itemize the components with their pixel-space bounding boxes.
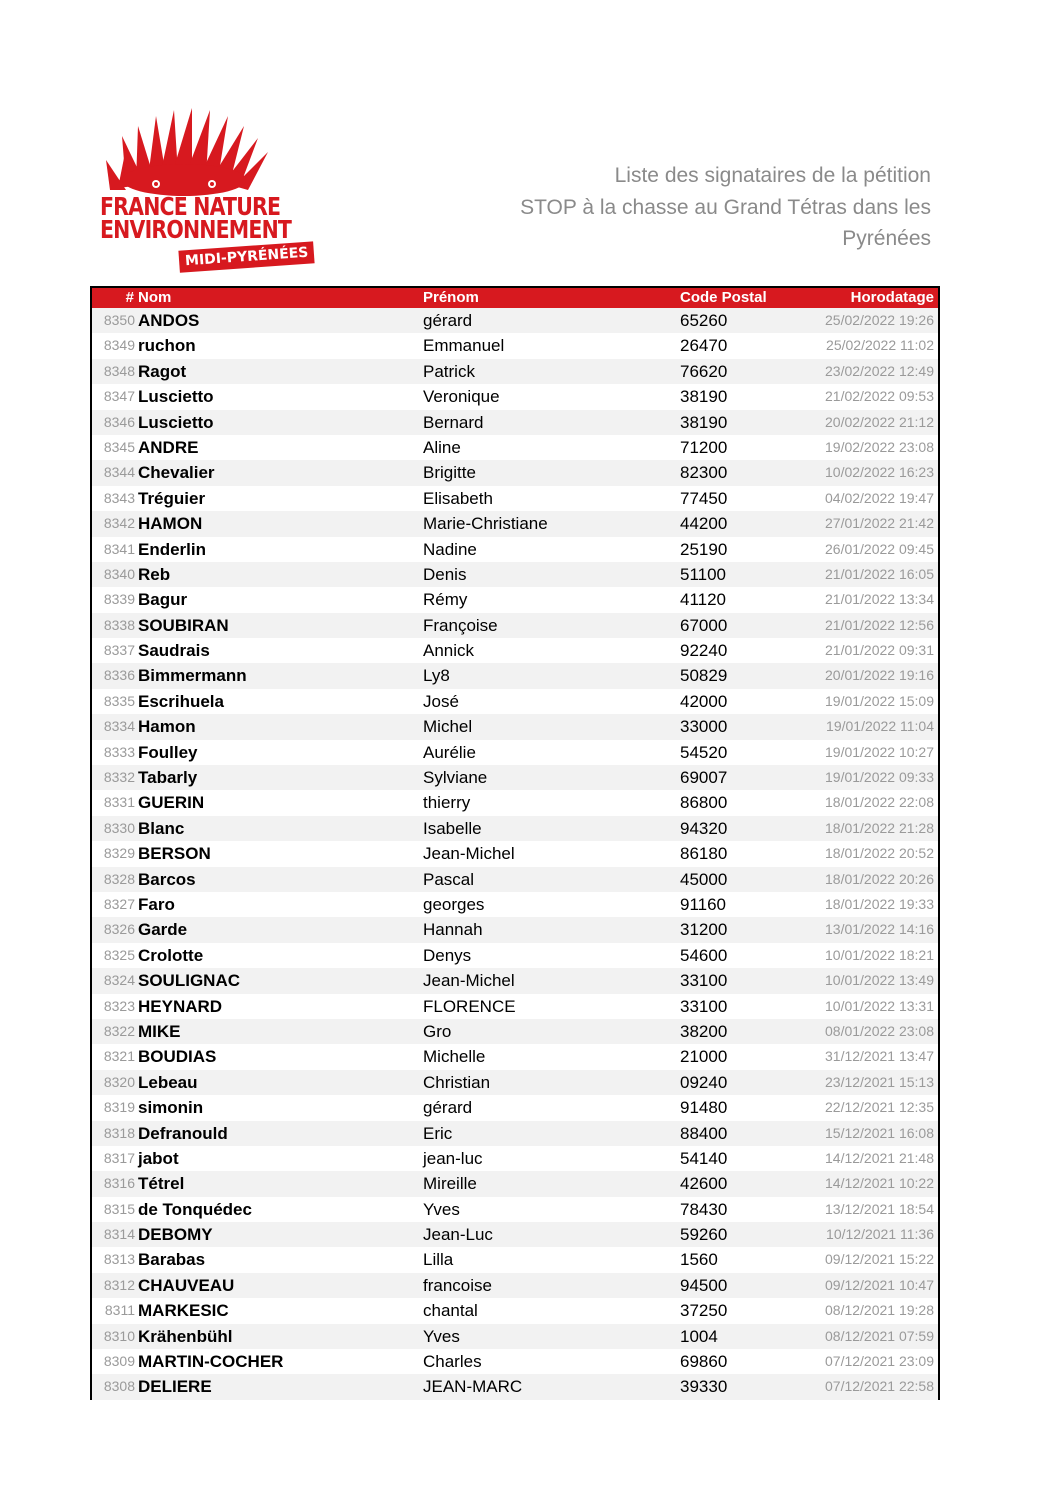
- row-horodatage: 08/12/2021 07:59: [825, 1327, 934, 1344]
- row-code-postal: 77450: [680, 488, 728, 508]
- row-nom: BERSON: [138, 844, 211, 864]
- table-row: [92, 1222, 938, 1247]
- header-horodatage: Horodatage: [850, 289, 934, 306]
- table-row: [92, 486, 938, 511]
- row-horodatage: 07/12/2021 22:58: [825, 1378, 934, 1395]
- row-prenom: Michel: [423, 717, 473, 737]
- logo-text-line1: FRANCE NATURE: [100, 192, 281, 221]
- row-horodatage: 13/01/2022 14:16: [825, 921, 934, 938]
- row-number: 8348: [103, 362, 135, 379]
- table-row: [92, 587, 938, 612]
- row-number: 8341: [103, 540, 135, 557]
- row-prenom: Elisabeth: [423, 488, 493, 508]
- table-row: [92, 816, 938, 841]
- logo-badge: MIDI-PYRÉNÉES: [178, 241, 315, 272]
- table-row: [92, 308, 938, 333]
- row-nom: DELIERE: [138, 1377, 212, 1397]
- row-horodatage: 10/01/2022 13:31: [825, 997, 934, 1014]
- row-prenom: thierry: [423, 793, 471, 813]
- row-nom: Garde: [138, 920, 188, 940]
- row-horodatage: 23/02/2022 12:49: [825, 362, 934, 379]
- row-horodatage: 14/12/2021 21:48: [825, 1149, 934, 1166]
- row-nom: Barabas: [138, 1250, 206, 1270]
- row-number: 8329: [103, 845, 135, 862]
- row-nom: Faro: [138, 894, 175, 914]
- row-number: 8321: [103, 1048, 135, 1065]
- row-nom: HAMON: [138, 514, 203, 534]
- row-number: 8328: [103, 870, 135, 887]
- table-row: [92, 714, 938, 739]
- row-prenom: gérard: [423, 1098, 473, 1118]
- row-horodatage: 19/01/2022 11:04: [826, 718, 934, 735]
- row-prenom: Eric: [423, 1123, 453, 1143]
- table-row: [92, 892, 938, 917]
- row-prenom: Ly8: [423, 666, 450, 686]
- row-nom: ANDOS: [138, 311, 200, 330]
- row-number: 8320: [103, 1073, 135, 1090]
- row-prenom: Mireille: [423, 1174, 477, 1194]
- row-code-postal: 54600: [680, 945, 728, 965]
- row-horodatage: 18/01/2022 20:26: [825, 870, 934, 887]
- row-prenom: francoise: [423, 1275, 492, 1295]
- row-prenom: Emmanuel: [423, 336, 505, 356]
- row-code-postal: 71200: [680, 437, 728, 457]
- table-row: [92, 638, 938, 663]
- row-horodatage: 21/01/2022 12:56: [825, 616, 934, 633]
- row-nom: Luscietto: [138, 412, 214, 432]
- row-prenom: gérard: [423, 311, 473, 330]
- row-horodatage: 26/01/2022 09:45: [825, 540, 934, 557]
- row-nom: de Tonquédec: [138, 1199, 252, 1219]
- row-nom: MARKESIC: [138, 1301, 229, 1321]
- row-number: 8316: [103, 1175, 135, 1192]
- row-horodatage: 07/12/2021 23:09: [825, 1353, 934, 1370]
- table-row: [92, 994, 938, 1019]
- row-horodatage: 10/01/2022 13:49: [825, 972, 934, 989]
- row-horodatage: 09/12/2021 10:47: [825, 1276, 934, 1293]
- row-prenom: Bernard: [423, 412, 484, 432]
- table-body: [92, 308, 938, 1400]
- table-row: [92, 917, 938, 942]
- row-horodatage: 10/01/2022 18:21: [825, 946, 934, 963]
- row-number: 8325: [103, 946, 135, 963]
- row-nom: Krähenbühl: [138, 1326, 233, 1346]
- row-code-postal: 41120: [680, 590, 727, 610]
- row-code-postal: 76620: [680, 361, 728, 381]
- table-row: [92, 968, 938, 993]
- row-horodatage: 31/12/2021 13:47: [825, 1048, 934, 1065]
- row-horodatage: 10/02/2022 16:23: [825, 464, 934, 481]
- table-row: [92, 765, 938, 790]
- header-code-postal: Code Postal: [680, 289, 767, 306]
- table-row: [92, 663, 938, 688]
- row-number: 8334: [103, 718, 135, 735]
- row-code-postal: 31200: [680, 920, 728, 940]
- row-prenom: Jean-Michel: [423, 844, 515, 864]
- row-nom: Luscietto: [138, 387, 214, 407]
- row-code-postal: 91160: [680, 894, 727, 914]
- row-code-postal: 39330: [680, 1377, 728, 1397]
- row-horodatage: 27/01/2022 21:42: [825, 515, 934, 532]
- row-code-postal: 86180: [680, 844, 728, 864]
- row-prenom: José: [423, 691, 459, 711]
- row-prenom: Aurélie: [423, 742, 476, 762]
- row-horodatage: 18/01/2022 20:52: [825, 845, 934, 862]
- row-number: 8335: [103, 692, 135, 709]
- row-prenom: Lilla: [423, 1250, 454, 1270]
- row-horodatage: 23/12/2021 15:13: [825, 1073, 934, 1090]
- row-prenom: Aline: [423, 437, 461, 457]
- row-horodatage: 19/01/2022 09:33: [825, 769, 934, 786]
- row-horodatage: 13/12/2021 18:54: [825, 1200, 934, 1217]
- row-horodatage: 25/02/2022 19:26: [825, 312, 934, 328]
- row-prenom: Patrick: [423, 361, 475, 381]
- header-nom: Nom: [138, 289, 172, 306]
- row-code-postal: 50829: [680, 666, 728, 686]
- row-prenom: Nadine: [423, 539, 477, 559]
- row-horodatage: 08/12/2021 19:28: [825, 1302, 934, 1319]
- row-nom: Bagur: [138, 590, 188, 610]
- table-row: [92, 1095, 938, 1120]
- table-row: [92, 740, 938, 765]
- row-number: 8309: [103, 1353, 135, 1370]
- row-code-postal: 38190: [680, 412, 728, 432]
- row-number: 8338: [103, 616, 135, 633]
- row-number: 8308: [103, 1378, 135, 1395]
- row-horodatage: 21/01/2022 09:31: [825, 642, 934, 659]
- table-row: [92, 1374, 938, 1399]
- row-horodatage: 15/12/2021 16:08: [825, 1124, 934, 1141]
- row-nom: simonin: [138, 1098, 204, 1118]
- row-number: 8342: [103, 515, 135, 532]
- row-nom: ANDRE: [138, 437, 199, 457]
- row-number: 8332: [103, 769, 135, 786]
- row-prenom: JEAN-MARC: [423, 1377, 523, 1397]
- row-code-postal: 42600: [680, 1174, 728, 1194]
- row-number: 8311: [104, 1302, 135, 1319]
- table-row: [92, 841, 938, 866]
- row-code-postal: 86800: [680, 793, 728, 813]
- row-prenom: Michelle: [423, 1047, 486, 1067]
- row-number: 8310: [103, 1327, 135, 1344]
- row-number: 8330: [103, 819, 135, 836]
- row-prenom: Denis: [423, 564, 467, 584]
- table-row: [92, 1171, 938, 1196]
- row-prenom: FLORENCE: [423, 996, 516, 1016]
- table-row: [92, 790, 938, 815]
- row-nom: Saudrais: [138, 641, 210, 661]
- row-nom: Hamon: [138, 717, 196, 737]
- row-number: 8339: [103, 591, 135, 608]
- row-code-postal: 65260: [680, 311, 728, 330]
- table-row: [92, 1247, 938, 1272]
- table-row: [92, 511, 938, 536]
- row-code-postal: 78430: [680, 1199, 728, 1219]
- row-prenom: Yves: [423, 1326, 460, 1346]
- row-number: 8333: [103, 743, 135, 760]
- table-row: [92, 689, 938, 714]
- row-number: 8349: [103, 337, 135, 354]
- row-number: 8327: [103, 895, 135, 912]
- row-horodatage: 14/12/2021 10:22: [825, 1175, 934, 1192]
- table-row: [92, 867, 938, 892]
- header-num: #: [125, 289, 134, 306]
- row-code-postal: 1004: [680, 1326, 718, 1346]
- row-nom: Foulley: [138, 742, 198, 762]
- table-row: [92, 1019, 938, 1044]
- row-code-postal: 09240: [680, 1072, 728, 1092]
- row-number: 8331: [103, 794, 135, 811]
- row-code-postal: 91480: [680, 1098, 728, 1118]
- title-line-1: Liste des signataires de la pétition: [614, 164, 931, 187]
- row-nom: Barcos: [138, 869, 196, 889]
- table-row: [92, 1044, 938, 1069]
- row-prenom: Denys: [423, 945, 472, 965]
- row-code-postal: 26470: [680, 336, 728, 356]
- row-horodatage: 04/02/2022 19:47: [825, 489, 934, 506]
- row-prenom: Sylviane: [423, 768, 488, 788]
- row-number: 8340: [103, 565, 135, 582]
- row-number: 8317: [103, 1149, 135, 1166]
- row-prenom: Hannah: [423, 920, 483, 940]
- row-nom: Defranould: [138, 1123, 228, 1143]
- row-horodatage: 21/02/2022 09:53: [825, 388, 934, 405]
- row-nom: jabot: [138, 1148, 179, 1168]
- row-nom: ruchon: [138, 336, 196, 356]
- row-number: 8319: [103, 1099, 135, 1116]
- table-row: [92, 460, 938, 485]
- row-code-postal: 94500: [680, 1275, 728, 1295]
- table-row: [92, 613, 938, 638]
- hedgehog-icon: [96, 108, 296, 198]
- row-prenom: jean-luc: [423, 1148, 483, 1168]
- row-number: 8347: [103, 388, 135, 405]
- row-number: 8336: [103, 667, 135, 684]
- row-horodatage: 10/12/2021 11:36: [826, 1226, 934, 1243]
- row-nom: Crolotte: [138, 945, 204, 965]
- table-row: [92, 1298, 938, 1323]
- table-row: [92, 384, 938, 409]
- row-code-postal: 37250: [680, 1301, 728, 1321]
- row-number: 8344: [103, 464, 135, 481]
- row-number: 8323: [103, 997, 135, 1014]
- row-code-postal: 54520: [680, 742, 728, 762]
- title-line-2: STOP à la chasse au Grand Tétras dans les: [520, 195, 931, 219]
- row-prenom: Isabelle: [423, 818, 482, 838]
- row-prenom: Brigitte: [423, 463, 476, 483]
- row-prenom: Rémy: [423, 590, 468, 610]
- row-nom: Reb: [138, 564, 171, 584]
- row-prenom: Veronique: [423, 387, 500, 407]
- row-nom: Bimmermann: [138, 666, 247, 686]
- row-code-postal: 38200: [680, 1021, 728, 1041]
- row-horodatage: 18/01/2022 21:28: [825, 819, 934, 836]
- row-number: 8324: [103, 972, 135, 989]
- row-prenom: georges: [423, 894, 485, 914]
- row-prenom: Pascal: [423, 869, 475, 889]
- table-row: [92, 943, 938, 968]
- row-number: 8315: [103, 1200, 135, 1217]
- title-line-3: Pyrénées: [842, 227, 931, 250]
- header-prenom: Prénom: [423, 289, 479, 306]
- document-title: [461, 160, 931, 255]
- table-row: [92, 1324, 938, 1349]
- row-code-postal: 92240: [680, 641, 728, 661]
- table-row: [92, 1273, 938, 1298]
- row-horodatage: 18/01/2022 22:08: [825, 794, 934, 811]
- table-row: [92, 1197, 938, 1222]
- row-horodatage: 19/01/2022 10:27: [825, 743, 934, 760]
- row-nom: Tréguier: [138, 488, 206, 508]
- row-prenom: Yves: [423, 1199, 460, 1219]
- row-horodatage: 25/02/2022 11:02: [826, 337, 934, 354]
- row-code-postal: 33100: [680, 996, 728, 1016]
- table-row: [92, 1146, 938, 1171]
- row-horodatage: 20/02/2022 21:12: [825, 413, 934, 430]
- row-code-postal: 94320: [680, 818, 728, 838]
- row-code-postal: 25190: [680, 539, 728, 559]
- row-code-postal: 82300: [680, 463, 728, 483]
- table-row: [92, 537, 938, 562]
- row-nom: Tétrel: [138, 1174, 185, 1194]
- row-nom: MARTIN-COCHER: [138, 1352, 284, 1372]
- table-row: [92, 333, 938, 358]
- row-nom: MIKE: [138, 1021, 181, 1041]
- row-prenom: Charles: [423, 1352, 482, 1372]
- row-nom: Enderlin: [138, 539, 207, 559]
- row-nom: DEBOMY: [138, 1225, 213, 1245]
- signatories-table: [90, 286, 940, 1400]
- row-horodatage: 19/02/2022 23:08: [825, 438, 934, 455]
- row-number: 8345: [103, 438, 135, 455]
- row-number: 8337: [103, 642, 135, 659]
- table-row: [92, 410, 938, 435]
- row-prenom: Annick: [423, 641, 475, 661]
- row-nom: Blanc: [138, 818, 185, 838]
- row-prenom: Christian: [423, 1072, 491, 1092]
- row-number: 8313: [103, 1251, 135, 1268]
- row-prenom: Françoise: [423, 615, 498, 635]
- row-prenom: Marie-Christiane: [423, 514, 548, 534]
- table-row: [92, 435, 938, 460]
- row-nom: Ragot: [138, 361, 187, 381]
- row-number: 8318: [103, 1124, 135, 1141]
- row-horodatage: 08/01/2022 23:08: [825, 1022, 934, 1039]
- row-nom: Tabarly: [138, 768, 198, 788]
- row-number: 8312: [103, 1276, 135, 1293]
- row-horodatage: 09/12/2021 15:22: [825, 1251, 934, 1268]
- row-number: 8326: [103, 921, 135, 938]
- row-code-postal: 33000: [680, 717, 728, 737]
- row-nom: BOUDIAS: [138, 1047, 217, 1067]
- row-code-postal: 42000: [680, 691, 728, 711]
- row-prenom: Jean-Michel: [423, 971, 515, 991]
- row-code-postal: 38190: [680, 387, 728, 407]
- row-nom: SOULIGNAC: [138, 971, 240, 991]
- row-code-postal: 67000: [680, 615, 728, 635]
- table-row: [92, 562, 938, 587]
- row-horodatage: 22/12/2021 12:35: [825, 1099, 934, 1116]
- row-number: 8346: [103, 413, 135, 430]
- row-code-postal: 1560: [680, 1250, 718, 1270]
- row-number: 8343: [103, 489, 135, 506]
- row-horodatage: 21/01/2022 13:34: [825, 591, 934, 608]
- row-code-postal: 51100: [680, 564, 727, 584]
- row-code-postal: 33100: [680, 971, 728, 991]
- row-horodatage: 18/01/2022 19:33: [825, 895, 934, 912]
- row-code-postal: 21000: [680, 1047, 728, 1067]
- row-number: 8322: [103, 1022, 135, 1039]
- row-nom: SOUBIRAN: [138, 615, 229, 635]
- row-prenom: chantal: [423, 1301, 478, 1321]
- table-row: [92, 1349, 938, 1374]
- row-prenom: Gro: [423, 1021, 452, 1041]
- row-code-postal: 69860: [680, 1352, 728, 1372]
- row-code-postal: 69007: [680, 768, 728, 788]
- fne-logo: [96, 108, 309, 276]
- row-code-postal: 44200: [680, 514, 728, 534]
- logo-text-line2: ENVIRONNEMENT: [100, 215, 292, 244]
- table-header: [92, 286, 938, 308]
- table-row: [92, 1070, 938, 1095]
- table-row: [92, 1121, 938, 1146]
- row-code-postal: 59260: [680, 1225, 728, 1245]
- row-number: 8314: [103, 1226, 135, 1243]
- row-nom: Escrihuela: [138, 691, 224, 711]
- row-nom: CHAUVEAU: [138, 1275, 235, 1295]
- row-horodatage: 20/01/2022 19:16: [825, 667, 934, 684]
- row-code-postal: 45000: [680, 869, 728, 889]
- row-horodatage: 21/01/2022 16:05: [825, 565, 934, 582]
- row-nom: Chevalier: [138, 463, 215, 483]
- row-number: 8350: [103, 312, 135, 328]
- row-prenom: Jean-Luc: [423, 1225, 493, 1245]
- table-row: [92, 359, 938, 384]
- row-horodatage: 19/01/2022 15:09: [825, 692, 934, 709]
- row-nom: GUERIN: [138, 793, 205, 813]
- row-nom: Lebeau: [138, 1072, 198, 1092]
- row-nom: HEYNARD: [138, 996, 223, 1016]
- row-code-postal: 54140: [680, 1148, 728, 1168]
- row-code-postal: 88400: [680, 1123, 728, 1143]
